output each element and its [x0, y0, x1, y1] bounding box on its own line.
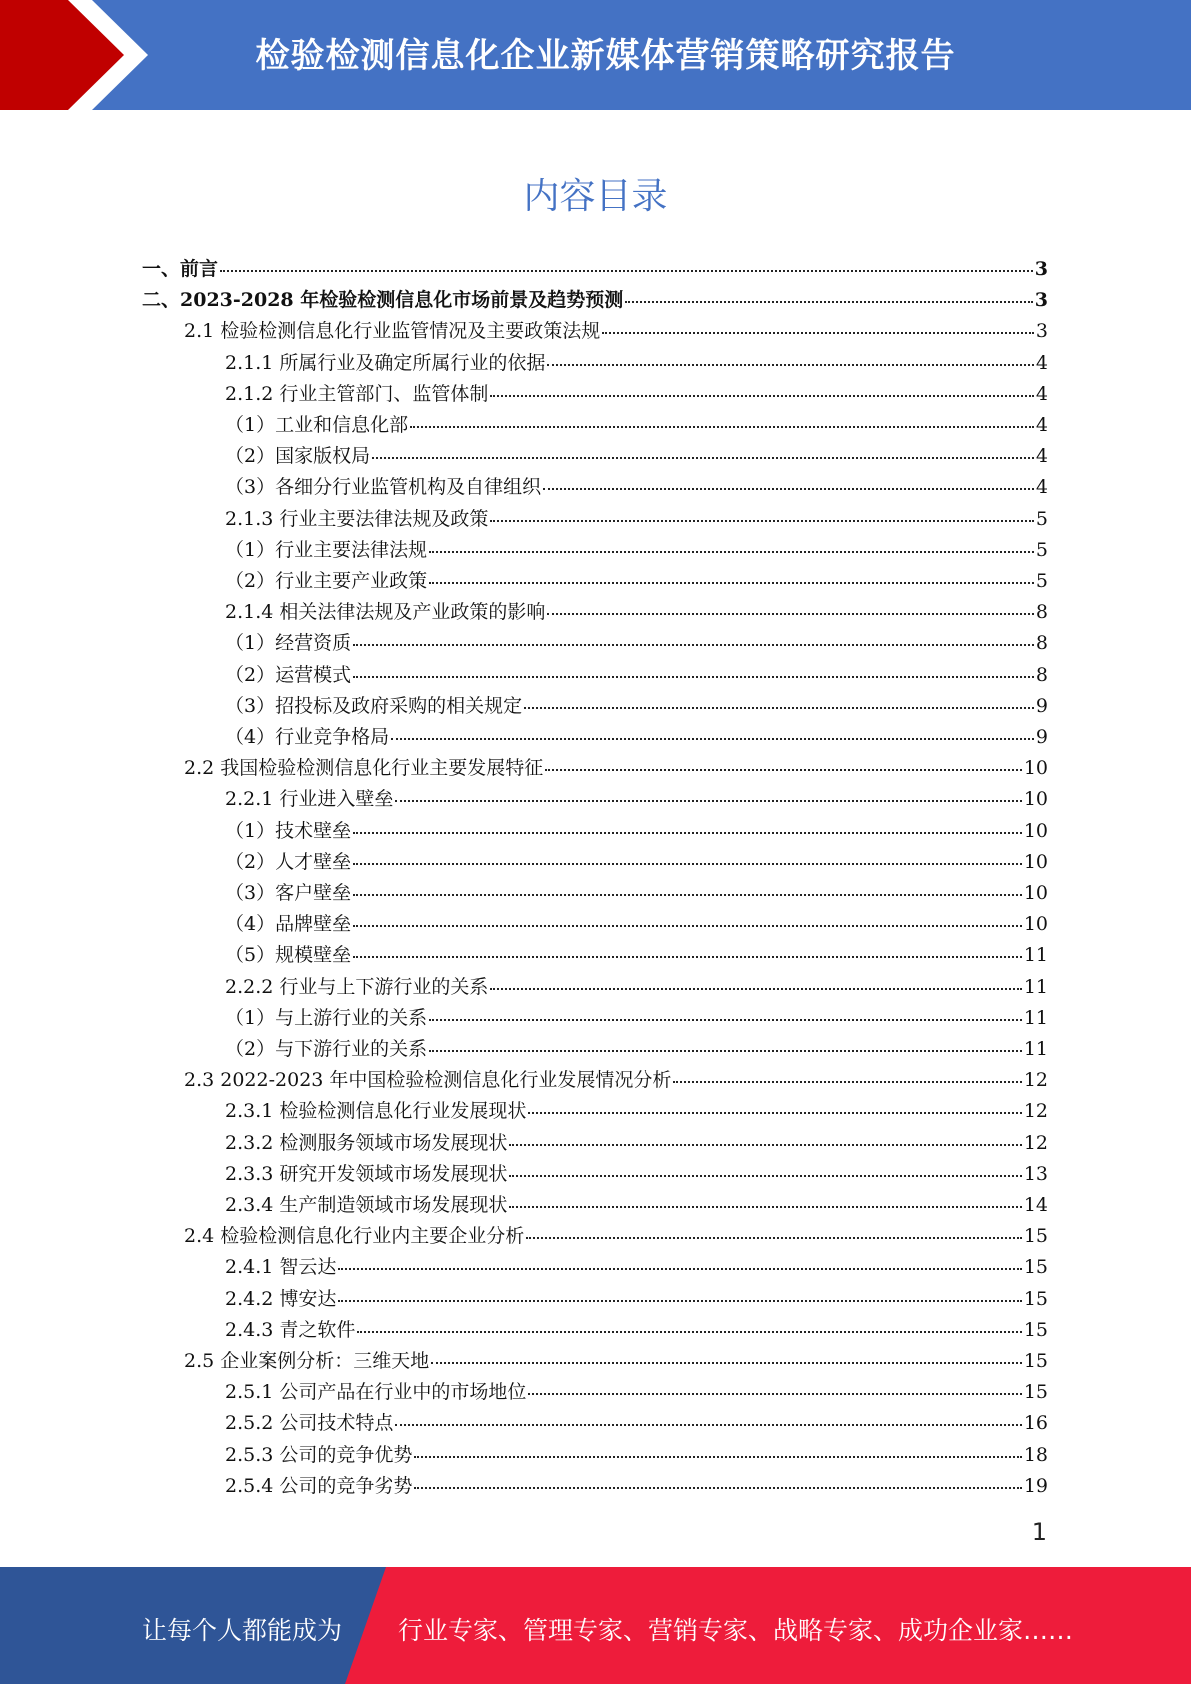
toc-leader-dots [391, 724, 1034, 740]
toc-leader-dots [509, 1130, 1021, 1146]
toc-entry-page: 15 [1023, 1225, 1048, 1248]
toc-leader-dots [524, 693, 1034, 709]
toc-leader-dots [353, 880, 1022, 896]
toc-entry-title: 2.4 检验检测信息化行业内主要企业分析 [184, 1225, 525, 1248]
toc-leader-dots [528, 1379, 1021, 1395]
toc-entry-page: 15 [1023, 1256, 1048, 1279]
toc-entry[interactable] [184, 1221, 1048, 1252]
toc-entry-page: 4 [1035, 351, 1048, 374]
toc-entry-title: 2.3.3 研究开发领域市场发展现状 [225, 1162, 508, 1185]
toc-entry[interactable] [225, 472, 1048, 503]
toc-entry-title: （1）技术壁垒 [225, 819, 352, 842]
toc-entry-title: 2.1.1 所属行业及确定所属行业的依据 [225, 351, 546, 374]
toc-leader-dots [673, 1067, 1021, 1083]
toc-entry[interactable] [184, 1065, 1048, 1096]
toc-entry-page: 3 [1035, 320, 1048, 343]
toc-entry-page: 11 [1023, 975, 1048, 998]
toc-leader-dots [509, 1161, 1021, 1177]
toc-entry-page: 8 [1035, 601, 1048, 624]
toc-entry-page: 3 [1034, 258, 1048, 280]
toc-entry[interactable] [225, 784, 1048, 815]
toc-entry-title: 2.4.2 博安达 [225, 1287, 337, 1310]
toc-leader-dots [602, 318, 1034, 334]
page-footer [0, 1567, 1191, 1684]
toc-entry-title: 2.2 我国检验检测信息化行业主要发展特征 [184, 757, 544, 780]
toc-entry-page: 5 [1035, 570, 1048, 592]
toc-entry-title: 2.3.2 检测服务领域市场发展现状 [225, 1131, 508, 1154]
toc-entry-title: 2.4.1 智云达 [225, 1256, 337, 1279]
toc-entry-page: 4 [1035, 382, 1048, 405]
toc-entry[interactable] [225, 1377, 1048, 1408]
toc-entry[interactable] [225, 847, 1048, 878]
toc-entry-page: 18 [1023, 1443, 1048, 1466]
toc-entry-title: 2.1.4 相关法律法规及产业政策的影响 [225, 601, 546, 624]
toc-entry[interactable] [225, 628, 1048, 659]
toc-entry-page: 13 [1023, 1162, 1048, 1185]
toc-entry[interactable] [225, 1034, 1048, 1065]
toc-leader-dots [429, 1036, 1022, 1052]
footer-slogan-right: 行业专家、管理专家、营销专家、战略专家、成功企业家…… [398, 1616, 1074, 1645]
toc-leader-dots [545, 755, 1022, 771]
toc-entry[interactable] [225, 379, 1048, 410]
toc-entry-title: （1）经营资质 [225, 632, 352, 655]
toc-entry-page: 10 [1023, 882, 1048, 904]
toc-entry-title: 2.4.3 青之软件 [225, 1318, 356, 1341]
toc-entry-page: 3 [1034, 289, 1048, 312]
toc-leader-dots [528, 1098, 1021, 1114]
toc-entry-title: （2）行业主要产业政策 [225, 570, 428, 592]
toc-leader-dots [547, 599, 1034, 615]
toc-entry-title: （2）与下游行业的关系 [225, 1038, 428, 1060]
toc-leader-dots [526, 1223, 1022, 1239]
toc-leader-dots [429, 1005, 1022, 1021]
toc-entry-page: 10 [1023, 788, 1048, 811]
toc-entry[interactable] [225, 441, 1048, 472]
toc-entry-title: （1）与上游行业的关系 [225, 1006, 428, 1029]
toc-entry[interactable] [225, 878, 1048, 909]
toc-entry[interactable] [225, 1440, 1048, 1471]
toc-entry-title: 2.3.1 检验检测信息化行业发展现状 [225, 1100, 527, 1123]
toc-entry[interactable] [225, 1408, 1048, 1439]
toc-entry-page: 4 [1035, 414, 1048, 436]
toc-leader-dots [414, 1442, 1021, 1458]
toc-leader-dots [490, 974, 1021, 990]
footer-slogan-left: 让每个人都能成为 [142, 1616, 343, 1645]
toc-entry-page: 15 [1023, 1287, 1048, 1310]
toc-entry-title: （2）国家版权局 [225, 445, 371, 468]
toc-entry[interactable] [225, 1284, 1048, 1315]
toc-entry-title: 2.1.2 行业主管部门、监管体制 [225, 382, 489, 405]
toc-entry-title: 2.3.4 生产制造领域市场发展现状 [225, 1194, 508, 1216]
toc-entry-page: 9 [1035, 694, 1048, 717]
toc-entry[interactable] [225, 1003, 1048, 1034]
toc-entry-title: 2.1.3 行业主要法律法规及政策 [225, 507, 489, 530]
toc-entry-page: 11 [1023, 1006, 1048, 1029]
toc-entry-page: 12 [1023, 1069, 1048, 1092]
toc-entry-title: 2.3 2022-2023 年中国检验检测信息化行业发展情况分析 [184, 1069, 672, 1092]
toc-entry-page: 11 [1023, 1038, 1048, 1060]
toc-entry[interactable] [225, 660, 1048, 691]
toc-entry-page: 15 [1023, 1318, 1048, 1341]
toc-leader-dots [353, 630, 1034, 646]
toc-entry[interactable] [225, 816, 1048, 847]
toc-entry[interactable] [225, 722, 1048, 753]
toc-leader-dots [338, 1254, 1021, 1270]
toc-entry-page: 10 [1023, 850, 1048, 873]
toc-entry[interactable] [225, 691, 1048, 722]
toc-entry-title: 2.2.1 行业进入壁垒 [225, 788, 394, 811]
toc-entry[interactable] [225, 1159, 1048, 1190]
toc-entry-title: 2.5.1 公司产品在行业中的市场地位 [225, 1381, 527, 1404]
toc-entry[interactable] [225, 410, 1048, 441]
toc-entry[interactable] [225, 1096, 1048, 1127]
toc-entry[interactable] [184, 316, 1048, 347]
toc-entry[interactable] [225, 597, 1048, 628]
page-number: 1 [1031, 1518, 1047, 1546]
toc-leader-dots [353, 942, 1022, 958]
toc-leader-dots [353, 911, 1022, 927]
toc-entry-page: 5 [1035, 507, 1048, 530]
toc-entry-title: 2.5.2 公司技术特点 [225, 1412, 394, 1435]
toc-entry-title: 2.1 检验检测信息化行业监管情况及主要政策法规 [184, 320, 601, 343]
toc-entry-page: 4 [1035, 476, 1048, 499]
toc-leader-dots [395, 786, 1021, 802]
toc-entry[interactable] [142, 285, 1048, 316]
toc-leader-dots [429, 537, 1034, 553]
toc-entry-page: 8 [1035, 663, 1048, 686]
toc-entry-page: 12 [1023, 1100, 1048, 1123]
toc-heading: 内容目录 [523, 176, 668, 217]
toc-entry-title: 一、前言 [142, 258, 219, 280]
toc-entry[interactable] [225, 1315, 1048, 1346]
toc-entry-page: 5 [1035, 538, 1048, 561]
toc-entry[interactable] [225, 1128, 1048, 1159]
toc-leader-dots [625, 287, 1033, 303]
toc-entry[interactable] [225, 909, 1048, 940]
toc-entry[interactable] [142, 254, 1048, 285]
toc-leader-dots [353, 849, 1022, 865]
toc-entry-title: 2.5.4 公司的竞争劣势 [225, 1474, 413, 1497]
toc-entry-title: （4）品牌壁垒 [225, 913, 352, 936]
toc-leader-dots [543, 474, 1034, 490]
toc-entry[interactable] [225, 1190, 1048, 1221]
toc-entry-page: 15 [1023, 1381, 1048, 1404]
toc-leader-dots [431, 1348, 1022, 1364]
toc-leader-dots [414, 1473, 1021, 1489]
toc-leader-dots [353, 662, 1034, 678]
toc-entry-page: 10 [1023, 757, 1048, 780]
toc-leader-dots [353, 818, 1022, 834]
toc-leader-dots [220, 256, 1033, 272]
toc-entry-page: 12 [1023, 1131, 1048, 1154]
toc-entry-title: （2）运营模式 [225, 663, 352, 686]
toc-entry-title: 2.2.2 行业与上下游行业的关系 [225, 975, 489, 998]
toc-entry-title: （5）规模壁垒 [225, 944, 352, 967]
toc-entry[interactable] [225, 940, 1048, 971]
toc-entry[interactable] [225, 535, 1048, 566]
toc-leader-dots [490, 506, 1034, 522]
toc-entry-page: 15 [1023, 1350, 1048, 1372]
toc-entry-title: （3）各细分行业监管机构及自律组织 [225, 476, 542, 499]
report-title: 检验检测信息化企业新媒体营销策略研究报告 [255, 36, 956, 76]
toc-entry[interactable] [225, 1252, 1048, 1283]
toc-entry[interactable] [225, 972, 1048, 1003]
toc-entry-title: 2.5 企业案例分析：三维天地 [184, 1350, 430, 1372]
toc-entry-page: 16 [1023, 1412, 1048, 1435]
toc-entry[interactable] [225, 566, 1048, 597]
toc-entry-page: 10 [1023, 819, 1048, 842]
toc-entry-title: （2）人才壁垒 [225, 850, 352, 873]
toc-leader-dots [395, 1410, 1021, 1426]
page-header [0, 0, 1191, 110]
toc-leader-dots [509, 1192, 1021, 1208]
toc-entry-title: （3）招投标及政府采购的相关规定 [225, 694, 523, 717]
toc-leader-dots [372, 443, 1034, 459]
toc-entry-page: 10 [1023, 913, 1048, 936]
toc-entry[interactable] [184, 1346, 1048, 1377]
toc-leader-dots [410, 412, 1034, 428]
toc-entry-title: 二、2023-2028 年检验检测信息化市场前景及趋势预测 [142, 289, 624, 312]
toc-entry-page: 14 [1023, 1194, 1048, 1216]
toc-entry-page: 8 [1035, 632, 1048, 655]
toc-entry-title: （1）工业和信息化部 [225, 414, 409, 436]
toc-leader-dots [547, 350, 1034, 366]
toc-leader-dots [429, 568, 1034, 584]
toc-entry[interactable] [184, 753, 1048, 784]
toc-entry-page: 9 [1035, 726, 1048, 748]
toc-entry-title: 2.5.3 公司的竞争优势 [225, 1443, 413, 1466]
toc-entry[interactable] [225, 348, 1048, 379]
toc-entry-title: （1）行业主要法律法规 [225, 538, 428, 561]
toc-entry[interactable] [225, 1471, 1048, 1502]
toc-entry-page: 11 [1023, 944, 1048, 967]
toc-entry-title: （3）客户壁垒 [225, 882, 352, 904]
toc-entry-title: （4）行业竞争格局 [225, 726, 390, 748]
toc-leader-dots [490, 381, 1034, 397]
toc-entry[interactable] [225, 504, 1048, 535]
toc-entry-page: 4 [1035, 445, 1048, 468]
toc-leader-dots [357, 1317, 1021, 1333]
toc-leader-dots [338, 1286, 1021, 1302]
toc-entry-page: 19 [1023, 1474, 1048, 1497]
